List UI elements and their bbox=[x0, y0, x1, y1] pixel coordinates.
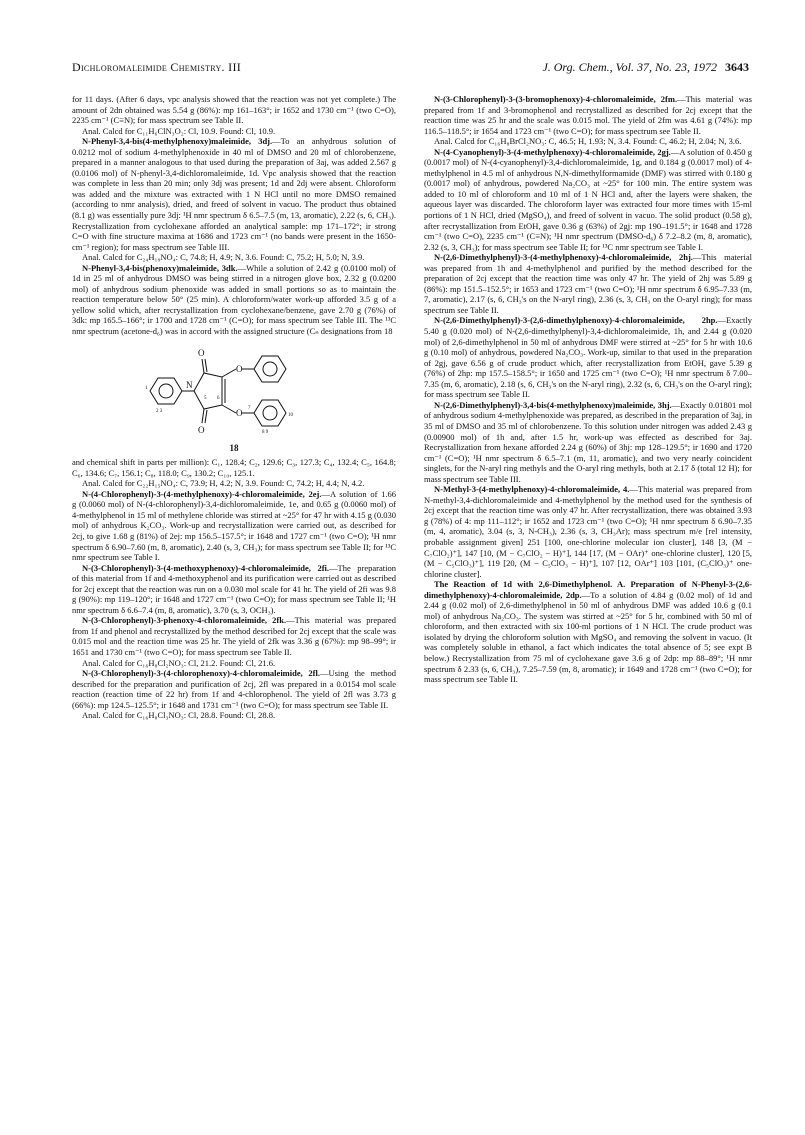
structure-figure bbox=[72, 341, 396, 441]
paragraph: Anal. Calcd for C₂₄H₁₉NO₄: C, 74.8; H, 4.9; N, 3.6. Found: C, 75.2; H, 5.0; N, 3.9. bbox=[82, 252, 365, 263]
paragraph: Anal. Calcd for C₁₆H₈Cl₂NO₃: Cl, 21.2. Found: Cl, 21.6. bbox=[82, 657, 276, 668]
paragraph: The Reaction of 1d with 2,6-Dimethylphenol. A. Preparation of N-Phenyl-3-(2,6-dimethylphenoxy)-4-chloromaleimide, 2dp.—To a solution of 4.84 g (0.02 mol) of 1d and 2.44 g (0.02 mol) of 2,6-dimethylphenol in 50 ml of anhydrous DMF was added 10.6 g (0.1 mol) of anhydrous Na₂CO₃. The system was stirred at ~25° for 5 hr, combined with 50 ml of chloroform, and then extracted with six 100-ml portions of 1 N HCl. The crude product was isolated by drying the chloroform solution with MgSO₄ and removing the solvent in vacuo. (It was completely soluble in ethanol, a fact which indicates the total absence of 5; see expt B below.) Recrystallization from 75 ml of cyclohexane gave 3.6 g of 2dp: mp 88–89°; ¹H nmr spectrum δ 2.33 (s, 6, CH₃), 7.25–7.59 (m, 8, aromatic); ir 1649 and 1728 cm⁻¹ (two C=O); for mass spectrum see Table II. bbox=[424, 579, 752, 685]
paragraph: N-(2,6-Dimethylphenyl)-3-(4-methylphenoxy)-4-chloromaleimide, 2hj.—This material was prepared from 1h and 4-methylphenol and purified by the method described for the preparation of 2cj except that the reaction time was only 47 hr. The yield of 2hj was 5.89 g (86%): mp 151.5–152.5°; ir 1653 and 1723 cm⁻¹ (two C=O); ¹H nmr spectrum δ 6.95–7.33 (m, 7, aromatic), 2.17 (s, 6, CH₃'s on the N-aryl ring), 2.36 (s, 3, CH₃ on the O-aryl ring); for mass spectrum see Table II. bbox=[424, 252, 752, 315]
paragraph: Anal. Calcd for C₁₁H₆ClN₃O₂: Cl, 10.9. Found: Cl, 10.9. bbox=[82, 125, 276, 136]
compound-title: N-(2,6-Dimethylphenyl)-3-(4-methylphenoxy)-4-chloromaleimide, 2hj. bbox=[434, 252, 693, 263]
svg-text:N: N bbox=[186, 379, 193, 390]
compound-title: N-(2,6-Dimethylphenyl)-3,4-bis(4-methylphenoxy)maleimide, 3hj. bbox=[434, 399, 672, 410]
running-title: Dichloromaleimide Chemistry. III bbox=[72, 60, 242, 74]
svg-text:O: O bbox=[236, 407, 243, 418]
compound-title: N-(3-Chlorophenyl)-3-(4-methoxyphenoxy)-4-chloromaleimide, 2fi. bbox=[82, 562, 330, 573]
paragraph: N-(3-Chlorophenyl)-3-(4-chlorophenoxy)-4-chloromaleimide, 2fl.—Using the method described for the preparation and purification of 2cj, 2fl was prepared in a 0.0154 mol scale reaction (reaction time of 22 hr) from 1f and 4-chlorophenol. The yield of 2fl was 3.73 g (66%): mp 124.5–125.5°; ir 1648 and 1731 cm⁻¹ (two C=O); for mass spectrum see Table II. bbox=[72, 668, 396, 710]
left-column bbox=[72, 94, 396, 721]
paragraph: Anal. Calcd for C₁₆H₈BrCl₂NO₃: C, 46.5; H, 1.93; N, 3.4. Found: C, 46.2; H, 2.04; N, 3.6. bbox=[434, 136, 742, 147]
compound-title: N-Methyl-3-(4-methylphenoxy)-4-chloromaleimide, 4. bbox=[434, 484, 630, 495]
paragraph: N-(4-Cyanophenyl)-3-(4-methylphenoxy)-4-chloromaleimide, 2gj.—A solution of 0.450 g (0.0017 mol) of N-(4-cyanophenyl)-3,4-dichloromaleimide, 1g, and 0.184 g (0.0017 mol) of 4-methylphenol in 4.5 ml of anhydrous N,N-dimethylformamide (DMF) was stirred with 0.180 g (0.0017 mol) of anhydrous, powdered Na₂CO₃ at ~25° for 100 min. The entire system was added to 10 ml of chloroform and 10 ml of 1 N HCl and, after the layers were shaken, the aqueous layer was discarded. The chloroform layer was extracted four more times with 15-ml portions of 1 N HCl, dried (MgSO₄), and freed of solvent in vacuo. The solid product (0.58 g), after recrystallization from EtOH, gave 0.36 g (63%) of 2gj: mp 190–191.5°; ir 1648 and 1728 cm⁻¹ (two C=O), 2235 cm⁻¹ (C≡N); ¹H nmr spectrum (DMSO-d₆) δ 7.2–8.2 (m, 8, aromatic), 2.32 (s, 3, CH₃); for mass spectrum see Table II; for ¹³C nmr spectrum see Table I. bbox=[424, 146, 752, 252]
paragraph: N-(3-Chlorophenyl)-3-phenoxy-4-chloromaleimide, 2fk.—This material was prepared from 1f and phenol and recrystallized by the method described for 2cj except that the scale was 0.015 mol and the reaction time was 25 hr. The yield of 2fk was 3.36 g (67%): mp 98–99°; ir 1651 and 1730 cm⁻¹ (two C=O); for mass spectrum see Table II. bbox=[72, 615, 396, 657]
svg-text:2 3: 2 3 bbox=[156, 408, 163, 414]
compound-title: N-(3-Chlorophenyl)-3-(4-chlorophenoxy)-4-chloromaleimide, 2fl. bbox=[82, 668, 320, 679]
compound-title: N-(3-Chlorophenyl)-3-phenoxy-4-chloromaleimide, 2fk. bbox=[82, 615, 287, 626]
page-header bbox=[72, 60, 749, 78]
svg-text:7: 7 bbox=[248, 405, 251, 411]
paragraph: N-(3-Chlorophenyl)-3-(3-bromophenoxy)-4-chloromaleimide, 2fm.—This material was prepared from 1f and 3-bromophenol and recrystallized as described for 2cj except that the reaction time was 25 hr and the scale was 0.015 mol. The yield of 2fm was 4.61 g (74%): mp 116.5–118.5°; ir 1654 and 1723 cm⁻¹ (two C=O); for mass spectrum see Table II. bbox=[424, 94, 752, 136]
paragraph: N-Phenyl-3,4-bis(phenoxy)maleimide, 3dk.—While a solution of 2.42 g (0.0100 mol) of 1d in 25 ml of anhydrous DMSO was being stirred in a nitrogen glove box, 2.32 g (0.0200 mol) of anhydrous sodium phenoxide was added in small portions so as to maintain the reaction temperature below 50° (25 min). A chloroform/water work-up afforded 3.5 g of a yellow solid which, after recrystallization from cyclohexane/benzene, gave 2.70 g (76%) of 3dk: mp 165.5–166°; ir 1700 and 1728 cm⁻¹ (C=O); for mass spectrum see Table III. The ¹³C nmr spectrum (acetone-d₆) was in accord with the assigned structure (Cₙ designations from 18 bbox=[72, 262, 396, 337]
compound-title: N-(4-Cyanophenyl)-3-(4-methylphenoxy)-4-chloromaleimide, 2gj. bbox=[434, 146, 671, 157]
paragraph: Anal. Calcd for C₂₂H₁₅NO₄: C, 73.9; H, 4.2; N, 3.9. Found: C, 74.2; H, 4.4; N, 4.2. bbox=[82, 478, 365, 489]
svg-text:O: O bbox=[198, 424, 205, 435]
paragraph: N-(3-Chlorophenyl)-3-(4-methoxyphenoxy)-4-chloromaleimide, 2fi.—The preparation of this material from 1f and 4-methoxyphenol and its purification were carried out as described for 2cj except that the reaction was run on a 0.030 mol scale for 41 hr. The yield of 2fi was 9.8 g (90%): mp 119–120°; ir 1648 and 1727 cm⁻¹ (two C=O); for mass spectrum see Table II; ¹H nmr spectrum δ 6.6–7.4 (m, 8, aromatic), 3.70 (s, 3, OCH₃). bbox=[72, 562, 397, 615]
compound-title: N-(3-Chlorophenyl)-3-(3-bromophenoxy)-4-chloromaleimide, 2fm. bbox=[434, 94, 678, 104]
journal-citation bbox=[542, 60, 749, 75]
compound-title: N-Phenyl-3,4-bis(4-methylphenoxy)maleimide, 3dj. bbox=[82, 136, 273, 147]
svg-text:6: 6 bbox=[217, 395, 220, 401]
svg-text:O: O bbox=[198, 347, 205, 358]
paragraph: N-(2,6-Dimethylphenyl)-3-(2,6-dimethylphenoxy)-4-chloromaleimide, 2hp.—Exactly 5.40 g (0.020 mol) of N-(2,6-dimethylphenyl)-3,4-dichloromaleimide, 1h, and 2.44 g (0.020 mol) of 2,6-dimethylphenol in 50 ml of anhydrous DMF were stirred at ~25° for 5 hr with 10.6 g (0.10 mol) of anhydrous, powdered Na₂CO₃. Work-up, similar to that used in the preparation of 2gj, gave 6.56 g of crude product which, after recrystallization from EtOH, gave 5.39 g (76%) of 2hp: mp 157.5–158.5°; ir 1650 and 1725 cm⁻¹ (two C=O); ¹H nmr spectrum δ 7.00–7.35 (m, 6, aromatic), 2.18 (s, 6, CH₃'s on the N-aryl ring), 2.32 (s, 6, CH₃'s on the O-aryl ring); for mass spectrum see Table II. bbox=[424, 315, 752, 400]
figure-label: 18 bbox=[229, 442, 239, 453]
svg-text:O: O bbox=[236, 363, 243, 374]
journal-name: J. Org. Chem., Vol. 37, No. 23, 1972 bbox=[542, 60, 717, 74]
paragraph: N-Methyl-3-(4-methylphenoxy)-4-chloromaleimide, 4.—This material was prepared from N-methyl-3,4-dichloromaleimide and 4-methylphenol by the method used for the synthesis of 2cj except that the reaction time was only 47 hr. After recrystallization, there was obtained 3.93 g (78%) of 4: mp 111–112°; ir 1652 and 1723 cm⁻¹ (two C=O); ¹H nmr spectrum δ 6.90–7.35 (m, 4, aromatic), 3.04 (s, 3, N-CH₃), 2.36 (s, 3, CH₃Ar); mass spectrum m/e [rel intensity, probable assignment given] 251 [100, one-chlorine molecular ion cluster], 148 [3, (M − C₇ClO₂)⁺], 147 [10, (M − C₇ClO₂ − H)⁺], 144 [17, (M − OAr)⁺ one-chlorine cluster], 120 [5, (M − C₅ClO₃)⁺], 119 [20, (M − C₅ClO₃ − H)⁺], 107 [12, OAr⁺] 103 [101, (C₅ClO₃)⁺ one-chlorine cluster]. bbox=[424, 484, 752, 579]
compound-title: N-(4-Chlorophenyl)-3-(4-methylphenoxy)-4-chloromaleimide, 2ej. bbox=[82, 488, 322, 499]
compound-title: N-(2,6-Dimethylphenyl)-3-(2,6-dimethylphenoxy)-4-chloromaleimide, 2hp. bbox=[434, 315, 718, 326]
structure-drawing bbox=[142, 341, 322, 441]
page-number: 3643 bbox=[725, 60, 749, 74]
right-column bbox=[424, 94, 752, 685]
svg-text:5: 5 bbox=[204, 395, 207, 401]
paragraph: and chemical shift in parts per million): C₁, 128.4; C₂, 129.6; C₃, 127.3; C₄, 132.4; C₅, 164.8; C₆, 134.6; C₇, 156.1; C₈, 118.0; C₉, 130.2; C₁₀, 125.1. bbox=[72, 457, 396, 478]
paragraph: N-Phenyl-3,4-bis(4-methylphenoxy)maleimide, 3dj.—To an anhydrous solution of 0.0212 mol of sodium 4-methylphenoxide in 40 ml of DMSO and 20 ml of chlorobenzene, prepared in a manner analogous to that used during the preparation of 3aj, was added 2.567 g (0.0106 mol) of N-phenyl-3,4-dichloromaleimide, 1d. Vpc analysis showed that the reaction was complete in less than 20 min; only 3dj was present; 1d and 2dj were absent. Chloroform was added and the mixture was extracted with 1 N HCl until no more DMSO remained (according to nmr analysis), dried, and freed of solvent in vacuo. The product thus obtained (8.1 g) was essentially pure 3dj: ¹H nmr spectrum δ 6.5–7.5 (m, 13, aromatic), 2.22 (s, 6, CH₃). Recrystallization from cyclohexane afforded an analytical sample: mp 171–172°; ir strong C=O with fine structure maxima at 1686 and 1723 cm⁻¹ (no bands were present in the 1650-cm⁻¹ region); for mass spectrum see Table III. bbox=[72, 136, 396, 252]
svg-text:10: 10 bbox=[288, 412, 293, 418]
svg-text:1: 1 bbox=[145, 385, 148, 391]
paragraph: N-(4-Chlorophenyl)-3-(4-methylphenoxy)-4-chloromaleimide, 2ej.—A solution of 1.66 g (0.0060 mol) of N-(4-chlorophenyl)-3,4-dichloromaleimide, 1e, and 0.65 g (0.0060 mol) of 4-methylphenol in 15 ml of methylene chloride was stirred at ~25° for 47 hr with 4.15 g (0.030 mol) of anhydrous K₂CO₃. Work-up and recrystallization were carried out, as described for 2cj, to give 1.68 g (81%) of 2ej: mp 156.5–157.5°; ir 1648 and 1727 cm⁻¹ (two C=O); ¹H nmr spectrum δ 6.90–7.60 (m, 8, aromatic), 2.40 (s, 3, CH₃); for mass spectrum see Table II; for ¹³C nmr spectrum see Table I. bbox=[72, 488, 396, 563]
paragraph: Anal. Calcd for C₁₆H₈Cl₃NO₃: Cl, 28.8. Found: Cl, 28.8. bbox=[82, 710, 276, 721]
compound-title: N-Phenyl-3,4-bis(phenoxy)maleimide, 3dk. bbox=[82, 262, 238, 273]
svg-text:8 9: 8 9 bbox=[262, 429, 269, 435]
paragraph: N-(2,6-Dimethylphenyl)-3,4-bis(4-methylphenoxy)maleimide, 3hj.—Exactly 0.01801 mol of anhydrous sodium 4-methylphenoxide was prepared, as described in the preparation of 3aj, in 35 ml of DMSO and 35 ml of chlorobenzene. To this solution under nitrogen was added 2.43 g (0.00900 mol) of 1h and, after 1.5 hr, work-up was effected as described for 3aj. Recrystallization from hexane afforded 2.24 g (60%) of 3hj: mp 128–129.5°; ir 1690 and 1720 cm⁻¹ (C=O); ¹H nmr spectrum δ 6.5–7.1 (m, 11, aromatic), and two very nearly coincident singlets, for the N-aryl ring methyls and the O-aryl ring methyls, both at 2.17 δ (total 12 H); for mass spectrum see Table III. bbox=[424, 399, 753, 484]
paragraph: for 11 days. (After 6 days, vpc analysis showed that the reaction was not yet complete.) The amount of 2dn obtained was 5.54 g (86%): mp 161–163°; ir 1652 and 1730 cm⁻¹ (two C=O), 2235 cm⁻¹ (C≡N); for mass spectrum see Table II. bbox=[72, 94, 396, 126]
compound-title: The Reaction of 1d with 2,6-Dimethylphenol. A. Preparation of N-Phenyl-3-(2,6-dimethylphenoxy)-4-chloromaleimide, 2dp. bbox=[424, 579, 752, 600]
